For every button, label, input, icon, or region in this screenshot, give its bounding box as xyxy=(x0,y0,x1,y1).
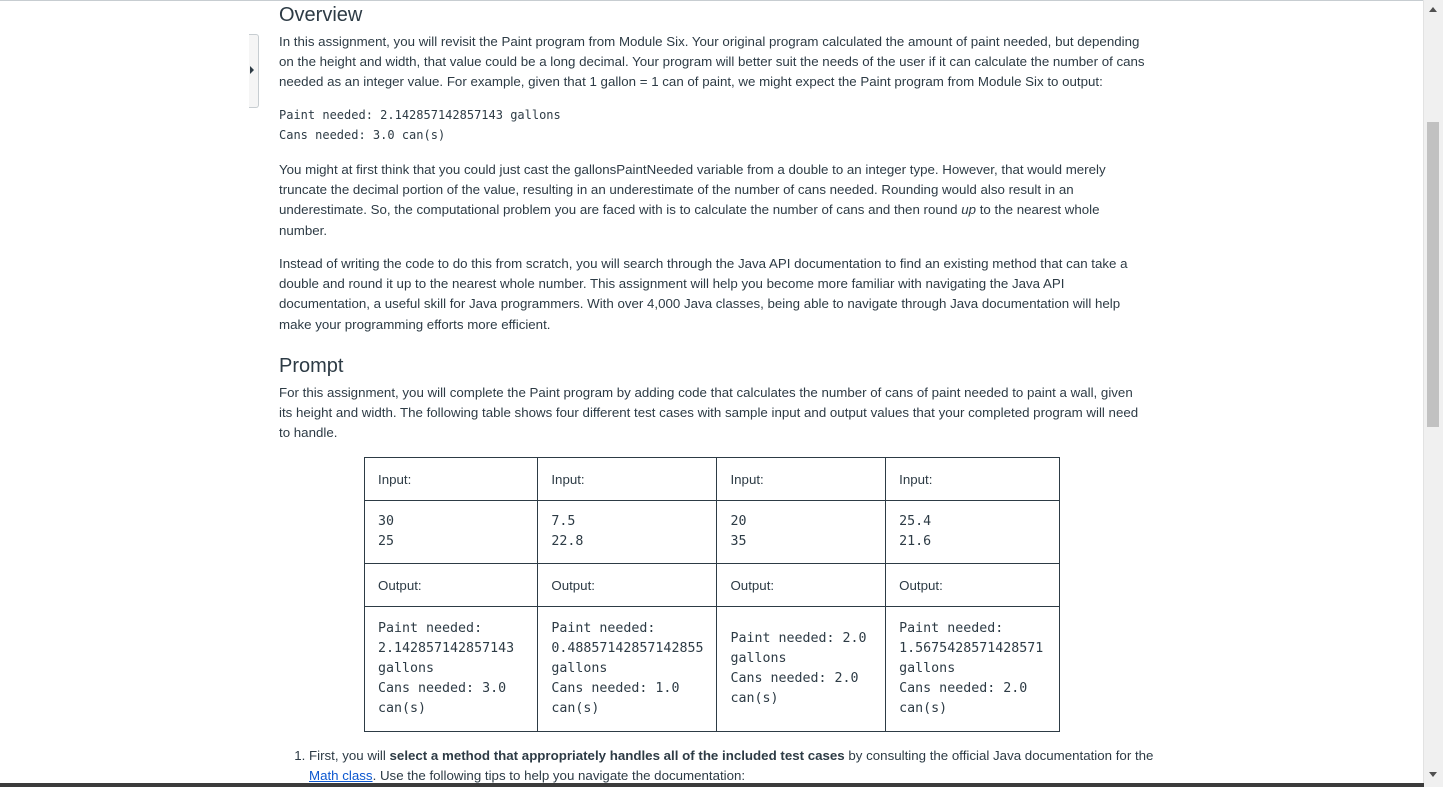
input-header-cell: Input: xyxy=(365,458,538,501)
para2-emphasis: up xyxy=(961,202,977,218)
sidebar-toggle[interactable] xyxy=(249,34,259,108)
list-item xyxy=(309,746,1169,786)
step1-text-end: . Use the following tips to help you navigate the documentation: xyxy=(372,768,746,784)
input-value-cell: 30 25 xyxy=(365,501,538,564)
output-header-cell: Output: xyxy=(717,564,886,607)
java-api-paragraph: Instead of writing the code to do this from scratch, you will search through the Java API documentation to find an existing method that can take a double and round it up to the nearest whole number. This assignment will help you become more familiar with navigating the Java API documentation, a useful skill for Java programmers. With over 4,000 Java classes, being able to navigate through Java documentation will help make your programming efforts more efficient. xyxy=(279,256,1128,332)
output-value-cell: Paint needed: 1.5675428571428571 gallons Cans needed: 2.0 can(s) xyxy=(886,607,1060,732)
output-value-cell: Paint needed: 0.48857142857142855 gallons Cans needed: 1.0 can(s) xyxy=(538,607,717,732)
table-row xyxy=(365,607,1060,732)
prompt-heading: Prompt xyxy=(279,355,344,377)
output-header-cell: Output: xyxy=(538,564,717,607)
step1-text-before: First, you will xyxy=(309,748,390,763)
input-header-cell: Input: xyxy=(717,458,886,501)
input-value-cell: 25.4 21.6 xyxy=(886,501,1060,564)
para2-text-after: to the nearest whole number. xyxy=(279,202,1100,238)
intro-paragraph: In this assignment, you will revisit the Paint program from Module Six. Your original program calculated the amount of paint needed, but depending on the height and width, that value could be a long decimal. Your program will better suit the needs of the user if it can calculate the number of cans needed as an integer value. For example, given that 1 gallon = 1 can of paint, we might expect the Paint program from Module Six to output: xyxy=(279,34,1145,90)
bottom-bar xyxy=(0,783,1424,787)
table-row xyxy=(365,458,1060,501)
output-header-cell: Output: xyxy=(886,564,1060,607)
step1-bold-text: select a method that appropriately handles all of the included test cases xyxy=(389,748,845,763)
cast-explanation-paragraph xyxy=(279,160,1129,241)
scroll-up-arrow-icon[interactable] xyxy=(1429,7,1437,12)
prompt-paragraph: For this assignment, you will complete the Paint program by adding code that calculates the number of cans of paint needed to paint a wall, given its height and width. The following table shows four different test cases with sample input and output values that your completed program will need to handle. xyxy=(279,385,1139,441)
scroll-down-arrow-icon[interactable] xyxy=(1429,772,1437,777)
overview-heading: Overview xyxy=(279,4,363,26)
input-value-cell: 7.5 22.8 xyxy=(538,501,717,564)
table-row xyxy=(365,501,1060,564)
top-divider xyxy=(0,0,1424,1)
table-row xyxy=(365,564,1060,607)
scrollbar-thumb[interactable] xyxy=(1427,122,1439,427)
step1-text-after: by consulting the official Java documentation for the xyxy=(844,748,1154,763)
input-header-cell: Input: xyxy=(538,458,717,501)
output-header-cell: Output: xyxy=(365,564,538,607)
output-value-cell: Paint needed: 2.142857142857143 gallons Cans needed: 3.0 can(s) xyxy=(365,607,538,732)
steps-list xyxy=(279,746,1169,786)
sample-output-code: Paint needed: 2.142857142857143 gallons Cans needed: 3.0 can(s) xyxy=(279,108,561,142)
test-cases-table xyxy=(364,457,1060,732)
para2-text-before: You might at first think that you could just cast the gallonsPaintNeeded variable from a double to an integer type. However, that would merely truncate the decimal portion of the value, resulting in an underestimate of the number of cans needed. Rounding would also result in an underestimate. So, the computational problem you are faced with is to calculate the number of cans and then round xyxy=(279,162,1106,218)
input-header-cell: Input: xyxy=(886,458,1060,501)
caret-right-icon xyxy=(250,66,254,74)
input-value-cell: 20 35 xyxy=(717,501,886,564)
math-class-link[interactable]: Math class xyxy=(309,768,373,784)
output-value-cell: Paint needed: 2.0 gallons Cans needed: 2.0 can(s) xyxy=(717,607,886,732)
vertical-scrollbar[interactable] xyxy=(1423,0,1443,787)
